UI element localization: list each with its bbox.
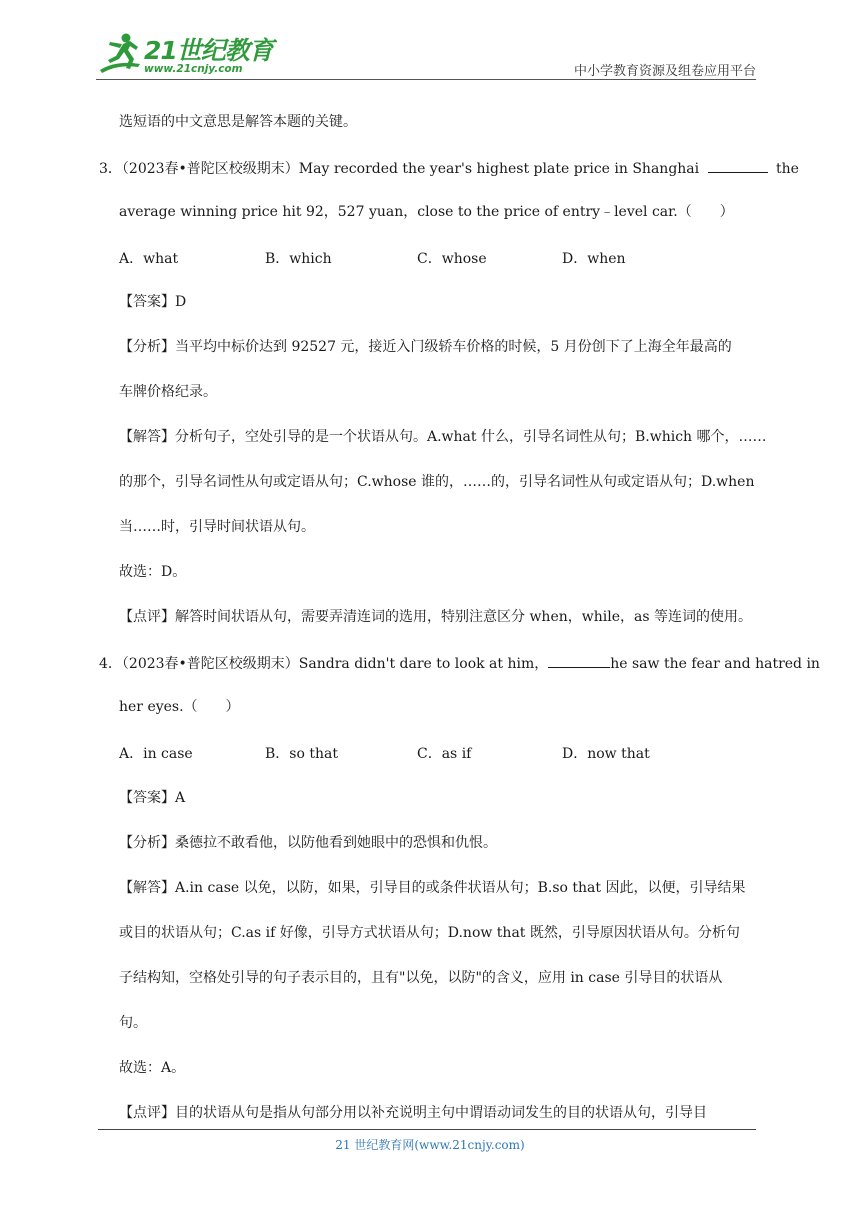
solution-line: 句。 — [119, 1015, 147, 1031]
site-logo — [96, 30, 271, 80]
runner-logo-icon — [96, 30, 144, 78]
option-a: A．what — [119, 251, 179, 267]
question-text: 3．（2023春•普陀区校级期末）May recorded the year's highest plate price in Shanghai — [99, 161, 700, 177]
question-text: 4．（2023春•普陀区校级期末）Sandra didn't dare to look at him， — [99, 656, 549, 672]
text-line: 选短语的中文意思是解答本题的关键。 — [119, 114, 357, 130]
option-c: C．as if — [417, 746, 472, 762]
answer-line: 【答案】D — [119, 294, 187, 310]
question-text: the — [776, 161, 799, 177]
logo-text: 21世纪教育 — [144, 36, 273, 65]
analysis-line: 【分析】桑德拉不敢看他，以防他看到她眼中的恐惧和仇恨。 — [119, 835, 497, 851]
analysis-line: 车牌价格纪录。 — [119, 384, 217, 400]
choice-line: 故选：D。 — [119, 564, 187, 580]
page-footer: 21 世纪教育网(www.21cnjy.com) — [335, 1138, 525, 1152]
solution-line: 或目的状语从句；C.as if 好像，引导方式状语从句；D.now that 既然，引导原因状语从句。分析句 — [119, 925, 740, 941]
comment-line: 【点评】解答时间状语从句，需要弄清连词的选用，特别注意区分 when，while，as 等连词的使用。 — [119, 609, 752, 625]
answer-blank — [548, 652, 610, 668]
analysis-line: 【分析】当平均中标价达到 92527 元，接近入门级轿车价格的时候，5 月份创下了上海全年最高的 — [119, 339, 732, 355]
footer-divider — [98, 1129, 756, 1130]
solution-line: 的那个，引导名词性从句或定语从句；C.whose 谁的，……的，引导名词性从句或定语从句；D.when — [119, 474, 755, 490]
question-4-stem — [99, 652, 820, 674]
answer-line: 【答案】A — [119, 790, 186, 806]
logo-url: www.21cnjy.com — [144, 63, 243, 75]
question-text: he saw the fear and hatred in — [610, 656, 820, 672]
option-b: B．so that — [265, 746, 338, 762]
solution-line: 子结构知，空格处引导的句子表示目的，且有"以免，以防"的含义，应用 in case 引导目的状语从 — [119, 970, 723, 986]
option-a: A．in case — [119, 746, 193, 762]
answer-blank — [708, 157, 768, 173]
option-d: D．when — [562, 251, 626, 267]
choice-line: 故选：A。 — [119, 1060, 186, 1076]
header-divider — [96, 79, 756, 80]
option-b: B．which — [265, 251, 332, 267]
solution-line: 当……时，引导时间状语从句。 — [119, 519, 315, 535]
solution-line: 【解答】分析句子，空处引导的是一个状语从句。A.what 什么，引导名词性从句；B.which 哪个，…… — [119, 429, 767, 445]
comment-line: 【点评】目的状语从句是指从句部分用以补充说明主句中谓语动词发生的目的状语从句，引导目 — [119, 1105, 707, 1121]
question-3-stem — [99, 157, 799, 179]
platform-name: 中小学教育资源及组卷应用平台 — [573, 64, 756, 79]
option-d: D．now that — [562, 746, 650, 762]
option-c: C．whose — [417, 251, 487, 267]
question-3-stem-cont: average winning price hit 92，527 yuan，close to the price of entry﹣level car.（ ） — [119, 204, 734, 220]
question-4-stem-cont: her eyes.（ ） — [119, 699, 240, 715]
page-header — [0, 0, 860, 90]
solution-line: 【解答】A.in case 以免，以防，如果，引导目的或条件状语从句；B.so that 因此，以便，引导结果 — [119, 880, 746, 896]
